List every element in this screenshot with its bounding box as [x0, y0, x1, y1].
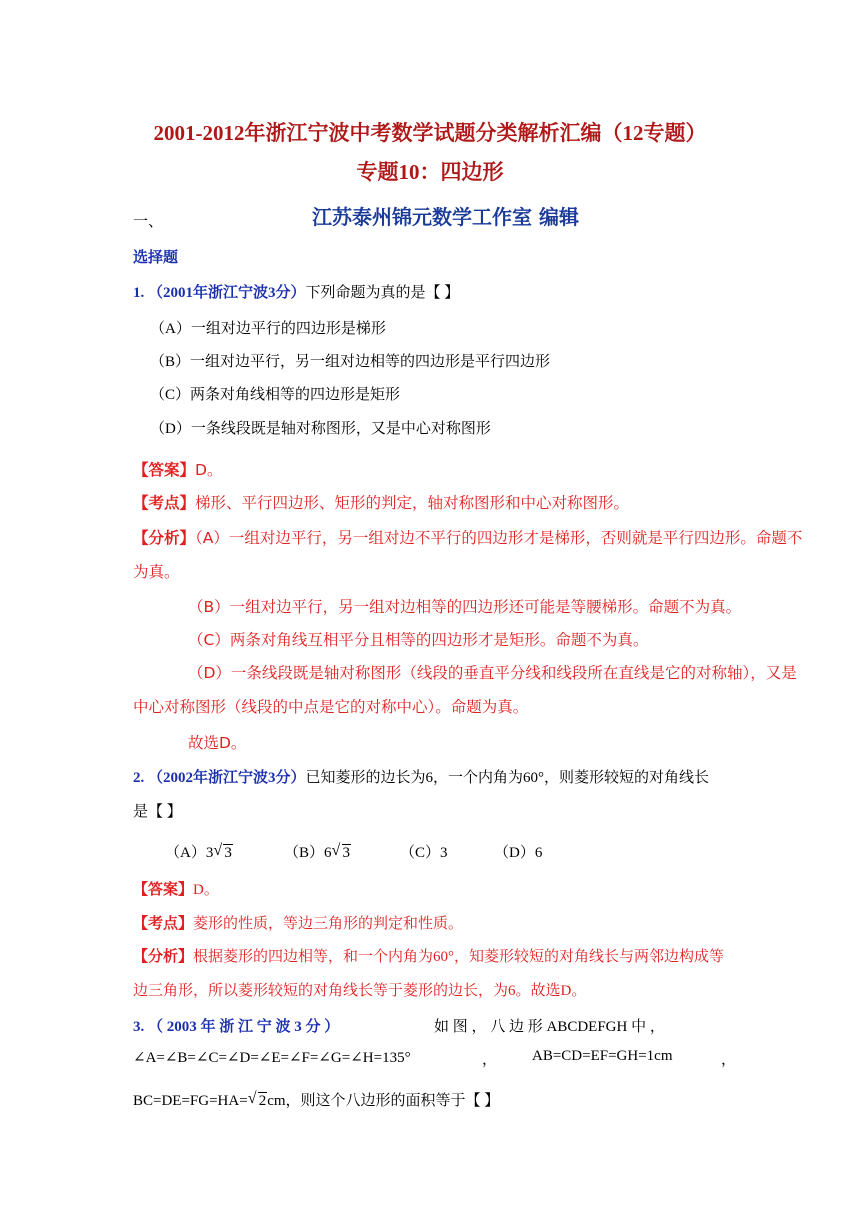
answer-value: D。: [195, 461, 223, 479]
document-title: 2001-2012年浙江宁波中考数学试题分类解析汇编（12专题）: [153, 121, 707, 145]
q1-analysis-line-1: [133, 526, 802, 548]
q1-analysis-line-7: 故选D。: [188, 734, 247, 752]
q1-source: （2001年浙江宁波3分）: [148, 285, 306, 301]
q1-answer: [133, 458, 222, 480]
q1-analysis-line-5: （D）一条线段既是轴对称图形（线段的垂直平分线和线段所在直线是它的对称轴），又是: [188, 664, 797, 682]
radicand: 3: [224, 845, 232, 861]
q2-analysis-line-1: [133, 945, 724, 966]
q1-analysis-line-2: 为真。: [133, 563, 180, 581]
q1-analysis-line-4: （C）两条对角线互相平分且相等的四边形才是矩形。命题不为真。: [188, 631, 649, 649]
question-1: [133, 281, 459, 302]
q1-number: 1.: [133, 285, 145, 301]
document-subtitle: 专题10：四边形: [356, 160, 504, 184]
q1-analysis-line-3: （B）一组对边平行，另一组对边相等的四边形还可能是等腰梯形。命题不为真。: [188, 598, 742, 616]
answer-value: D。: [193, 882, 219, 898]
q1-option-a: （A）一组对边平行的四边形是梯形: [150, 321, 386, 337]
q2-option-c: （C）3: [400, 845, 448, 861]
analysis-tag: 【分析】: [133, 949, 194, 965]
point-tag: 【考点】: [133, 494, 196, 512]
point-value: 梯形、平行四边形、矩形的判定，轴对称图形和中心对称图形。: [195, 494, 630, 512]
q2-number: 2.: [133, 770, 145, 786]
q3-number: 3.: [133, 1019, 145, 1035]
q2-option-a-prefix: （A）3: [165, 845, 214, 861]
answer-tag: 【答案】: [133, 461, 196, 479]
q1-option-b: （B）一组对边平行，另一组对边相等的四边形是平行四边形: [150, 354, 551, 370]
section-label: 选择题: [133, 250, 179, 266]
radicand: 3: [342, 845, 351, 861]
q2-answer: [133, 878, 219, 899]
q1-analysis-line-6: 中心对称图形（线段的中点是它的对称中心）。命题为真。: [133, 698, 529, 716]
q1-option-c: （C）两条对角线相等的四边形是矩形: [150, 387, 401, 403]
analysis-text: 根据菱形的四边相等，和一个内角为60°，知菱形较短的对角线长与两邻边构成等: [193, 949, 725, 965]
q2-option-b: [284, 841, 351, 862]
q2-analysis-line-2: 边三角形，所以菱形较短的对角线长等于菱形的边长，为6。故选D。: [133, 983, 587, 999]
question-3: [133, 1015, 339, 1036]
q3-sides-1: AB=CD=EF=GH=1cm: [532, 1048, 673, 1064]
q3-sides-line: [133, 1089, 499, 1110]
q3-comma-1: ，: [482, 1052, 498, 1068]
editor-credit: 江苏泰州锦元数学工作室 编辑: [312, 205, 579, 229]
q2-text: 已知菱形的边长为6，一个内角为60°，则菱形较短的对角线长: [305, 770, 710, 786]
q2-text-line-2: 是【 】: [133, 804, 182, 820]
q2-option-a: [165, 841, 233, 862]
q2-option-d: （D）6: [494, 845, 543, 861]
q1-option-d: （D）一条线段既是轴对称图形，又是中心对称图形: [150, 421, 491, 437]
q3-text-2: cm，则这个八边形的面积等于【 】: [267, 1093, 500, 1109]
q3-comma-2: ，: [721, 1052, 737, 1068]
sqrt-symbol: [249, 1093, 268, 1110]
sqrt-symbol: [214, 845, 233, 862]
sqrt-symbol: [333, 845, 352, 862]
answer-tag: 【答案】: [133, 882, 194, 898]
q3-angles: ∠A=∠B=∠C=∠D=∠E=∠F=∠G=∠H=135°: [133, 1050, 411, 1066]
radicand: 2: [258, 1093, 267, 1109]
q1-text: 下列命题为真的是【 】: [305, 285, 460, 301]
q2-source: （2002年浙江宁波3分）: [148, 770, 306, 786]
point-tag: 【考点】: [133, 916, 194, 932]
point-value: 菱形的性质，等边三角形的判定和性质。: [193, 916, 464, 932]
question-2: [133, 766, 709, 787]
analysis-tag: 【分析】: [133, 529, 196, 547]
analysis-text: （A）一组对边平行，另一组对边不平行的四边形才是梯形，否则就是平行四边形。命题不: [195, 529, 803, 547]
q1-point: [133, 491, 629, 513]
q2-option-b-prefix: （B）6: [284, 845, 332, 861]
q3-text-line-1: 如 图 ， 八 边 形 ABCDEFGH 中 ，: [434, 1019, 665, 1035]
section-number: 一、: [133, 214, 164, 230]
q2-point: [133, 912, 463, 933]
q3-sides-2-prefix: BC=DE=FG=HA=: [133, 1093, 248, 1109]
q3-source: （ 2003 年 浙 江 宁 波 3 分 ）: [148, 1019, 340, 1035]
